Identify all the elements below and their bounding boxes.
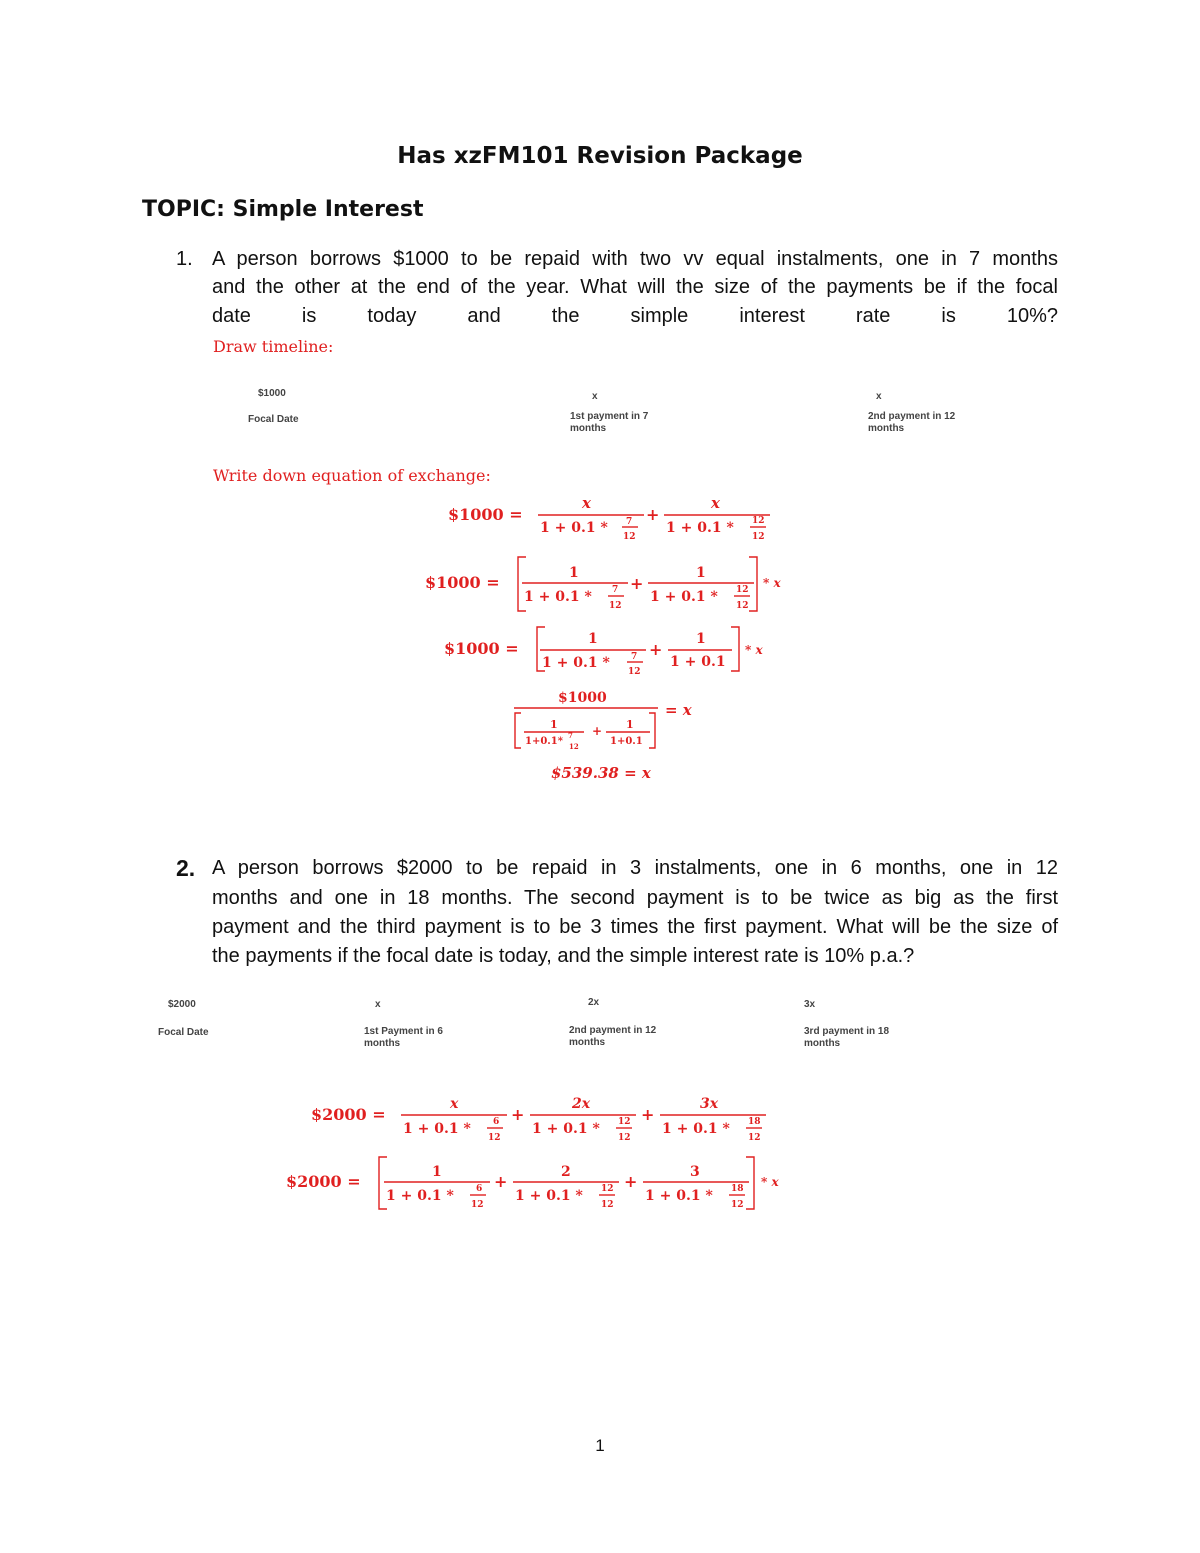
question-1-line-1: A person borrows $1000 to be repaid with two vv equal instalments, one in 7 months <box>212 248 1058 270</box>
eq-lhs: $2000 = <box>286 1172 361 1191</box>
eq-numerator: 1 <box>569 565 579 581</box>
eq-small-num: 6 <box>476 1184 483 1194</box>
eq-small-num: 6 <box>493 1117 500 1127</box>
timeline-2-payment-3-label: 3rd payment in 18 months <box>804 1026 890 1049</box>
timeline-1-amount: $1000 <box>258 388 286 399</box>
eq-denominator: 1 + 0.1 * <box>403 1121 471 1137</box>
eq-plus: + <box>624 1172 638 1191</box>
eq-denominator: 1 + 0.1 * <box>666 520 734 536</box>
eq-small-den: 12 <box>731 1200 744 1210</box>
eq-small-num: 1 <box>550 718 558 731</box>
timeline-1-label: Focal Date <box>248 414 299 425</box>
q1-equation-2 <box>425 557 781 611</box>
timeline-2-label: Focal Date <box>158 1027 209 1038</box>
eq-numerator: 1 <box>696 631 706 647</box>
eq-plus: + <box>630 574 644 593</box>
eq-lhs: $1000 = <box>444 639 519 658</box>
eq-small-num: 12 <box>752 516 765 526</box>
eq-times-x: * x <box>745 643 763 657</box>
eq-small-num: 7 <box>631 652 638 662</box>
question-2-line-2: months and one in 18 months. The second payment is to be twice as big as the first <box>212 887 1058 909</box>
q1-equation-1 <box>448 494 770 542</box>
timeline-1-payment-2: x <box>876 391 882 402</box>
question-2-line-1: A person borrows $2000 to be repaid in 3 instalments, one in 6 months, one in 12 <box>212 857 1058 879</box>
timeline-2-payment-2-label: 2nd payment in 12 months <box>569 1025 657 1048</box>
eq-small-den: 12 <box>609 601 622 611</box>
equation-heading: Write down equation of exchange: <box>213 466 491 485</box>
eq-tiny-den: 12 <box>569 742 579 751</box>
eq-denominator: 1 + 0.1 * <box>645 1188 713 1204</box>
timeline-2-payment-1-label: 1st Payment in 6 months <box>364 1026 443 1049</box>
eq-small-num: 18 <box>748 1117 761 1127</box>
eq-small-num: 1 <box>626 718 634 731</box>
q1-equation-3 <box>444 627 763 677</box>
eq-numerator: x <box>711 494 720 512</box>
question-2-number: 2. <box>176 855 196 881</box>
eq-small-num: 7 <box>626 517 633 527</box>
question-2-line-3: payment and the third payment is to be 3 times the first payment. What will be the size of <box>212 916 1058 938</box>
eq-denominator: 1 + 0.1 * <box>515 1188 583 1204</box>
eq-denominator: 1 + 0.1 * <box>650 589 718 605</box>
eq-numerator: 2 <box>561 1164 571 1180</box>
eq-small-num: 12 <box>618 1117 631 1127</box>
timeline-1-payment-2-label: 2nd payment in 12 months <box>868 411 956 434</box>
eq-small-num: 12 <box>601 1184 614 1194</box>
eq-numerator: 1 <box>432 1164 442 1180</box>
eq-small-num: 12 <box>736 585 749 595</box>
timeline-2-payment-1: x <box>375 999 381 1010</box>
eq-numerator: 1 <box>696 565 706 581</box>
eq-lhs: $1000 = <box>425 573 500 592</box>
q1-result: $539.38 = x <box>551 764 651 782</box>
eq-small-den: 12 <box>623 532 636 542</box>
eq-tiny-num: 7 <box>568 731 573 740</box>
timeline-2-amount: $2000 <box>168 999 196 1010</box>
eq-small-den: 12 <box>601 1200 614 1210</box>
eq-numerator: x <box>582 494 591 512</box>
eq-denominator: 1 + 0.1 * <box>662 1121 730 1137</box>
eq-equals-x: = x <box>665 701 692 719</box>
question-1-number: 1. <box>176 248 193 270</box>
eq-numerator: x <box>450 1096 459 1112</box>
eq-small-den: 12 <box>618 1133 631 1143</box>
eq-denominator: 1 + 0.1 * <box>542 655 610 671</box>
eq-plus: + <box>641 1105 655 1124</box>
eq-plus: + <box>646 505 660 524</box>
timeline-1-payment-1-label: 1st payment in 7 months <box>570 411 649 434</box>
eq-numerator: $1000 <box>558 690 607 706</box>
timeline-1-payment-1: x <box>592 391 598 402</box>
topic-heading: TOPIC: Simple Interest <box>142 197 424 222</box>
q1-equation-4 <box>514 690 693 751</box>
eq-small-den: 12 <box>736 601 749 611</box>
eq-plus: + <box>511 1105 525 1124</box>
eq-small-den: 1+0.1 <box>610 736 643 747</box>
eq-plus: + <box>592 724 603 738</box>
eq-numerator: 3 <box>690 1164 700 1180</box>
eq-denominator: 1 + 0.1 * <box>540 520 608 536</box>
eq-numerator: 1 <box>588 631 598 647</box>
question-2-line-4: the payments if the focal date is today, and the simple interest rate is 10% p.a.? <box>212 945 915 967</box>
timeline-heading: Draw timeline: <box>213 337 334 356</box>
question-1-line-3: date is today and the simple interest rate is 10%? <box>212 305 1058 327</box>
eq-times-x: * x <box>763 576 781 590</box>
q2-equation-2 <box>286 1157 779 1210</box>
eq-numerator: 3x <box>700 1096 719 1112</box>
eq-small-num: 18 <box>731 1184 744 1194</box>
eq-denominator: 1 + 0.1 <box>670 654 726 670</box>
question-1-line-2: and the other at the end of the year. What will the size of the payments be if the focal <box>212 276 1058 298</box>
eq-plus: + <box>649 640 663 659</box>
q2-equation-1 <box>311 1096 766 1143</box>
eq-small-den: 12 <box>488 1133 501 1143</box>
eq-plus: + <box>494 1172 508 1191</box>
eq-small-den: 12 <box>471 1200 484 1210</box>
eq-small-den: 12 <box>628 667 641 677</box>
page-number: 1 <box>595 1436 605 1455</box>
document-title: Has xzFM101 Revision Package <box>397 143 803 169</box>
eq-numerator: 2x <box>572 1096 591 1112</box>
eq-denominator: 1 + 0.1 * <box>532 1121 600 1137</box>
eq-lhs: $2000 = <box>311 1105 386 1124</box>
eq-small-den: 12 <box>748 1133 761 1143</box>
eq-small-num: 7 <box>612 585 619 595</box>
timeline-2-payment-3: 3x <box>804 999 816 1010</box>
eq-times-x: * x <box>761 1175 779 1189</box>
timeline-2-payment-2: 2x <box>588 997 600 1008</box>
eq-denominator: 1 + 0.1 * <box>524 589 592 605</box>
eq-small-den: 1+0.1* <box>525 736 563 747</box>
eq-lhs: $1000 = <box>448 505 523 524</box>
eq-denominator: 1 + 0.1 * <box>386 1188 454 1204</box>
eq-small-den: 12 <box>752 532 765 542</box>
